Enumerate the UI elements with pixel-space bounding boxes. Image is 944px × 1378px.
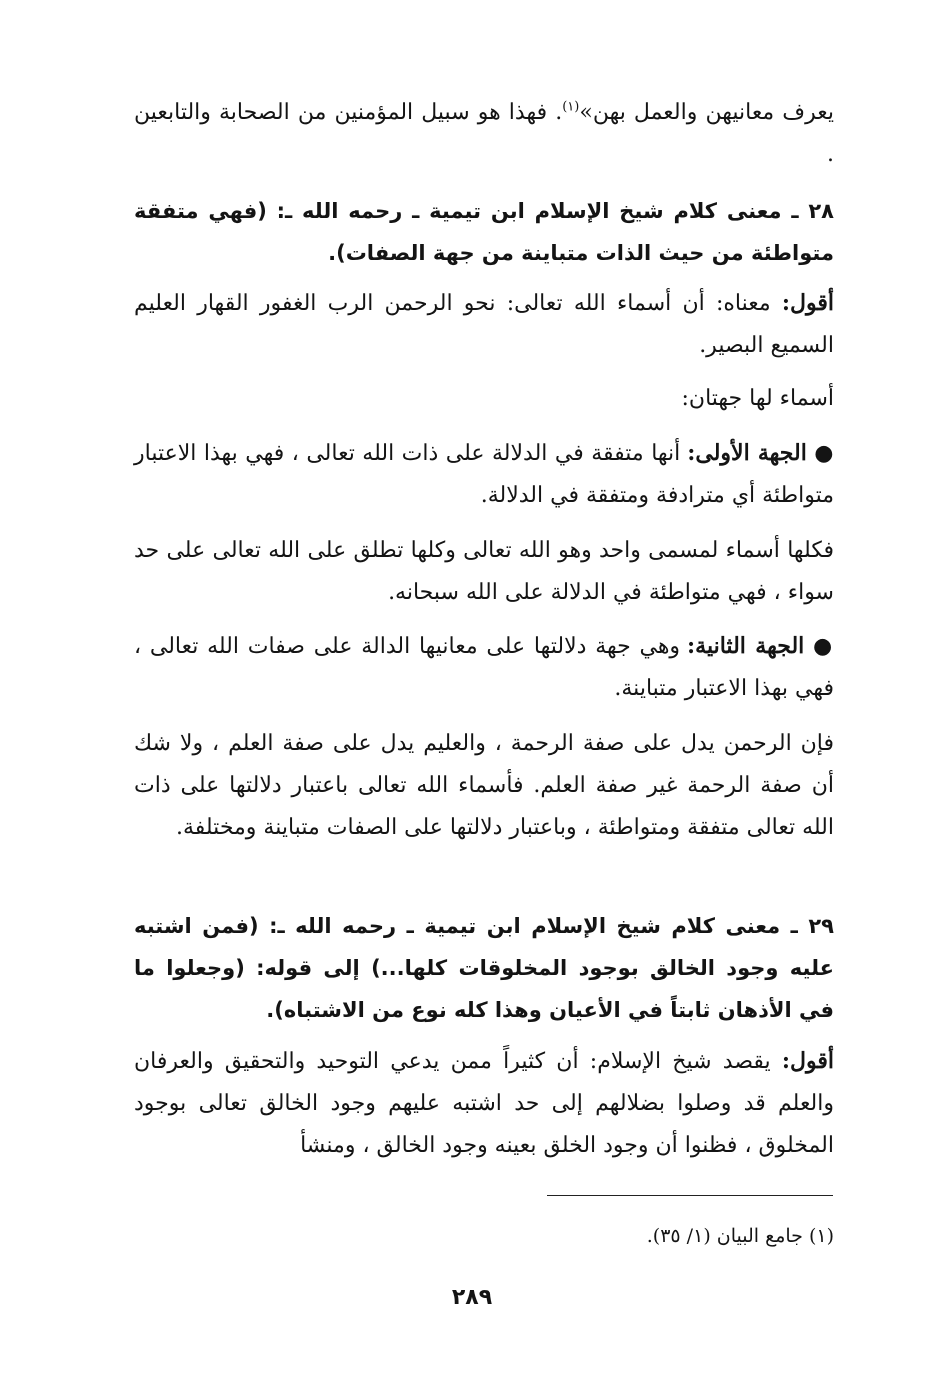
page-number: ٢٨٩ [451,1285,493,1310]
bullet-icon: ● [813,633,834,659]
paragraph-second-aspect [134,625,834,710]
paragraph-aqul-1 [134,282,834,367]
footnote: (١) جامع البيان (١/ ٣٥). [646,1225,834,1247]
second-aspect-label: الجهة الثانية: [687,633,805,659]
intro-paragraph [134,92,834,176]
footnote-marker[interactable]: (١) [562,99,580,115]
paragraph-all-names: فكلها أسماء لمسمى واحد وهو الله تعالى وكلها تطلق على الله تعالى على حد سواء ، فهي متواطئة في الدلالة على الله سبحانه. [134,538,834,605]
paragraph-first-aspect [134,432,834,517]
paragraph-text: يقصد شيخ الإسلام: أن كثيراً ممن يدعي التوحيد والتحقيق والعرفان والعلم قد وصلوا بضلالهم إلى حد اشتبه عليهم وجود الخالق تعالى بوجود المخلوق ، فظنوا أن وجود الخلق بعينه وجود الخالق ، ومنشأ [134,1049,834,1158]
paragraph-text: وهي جهة دلالتها على معانيها الدالة على صفات الله تعالى ، فهي بهذا الاعتبار متباينة. [134,634,834,701]
paragraph-two-aspects: أسماء لها جهتان: [681,386,834,411]
paragraph-rahman-example: فإن الرحمن يدل على صفة الرحمة ، والعليم يدل على صفة العلم ، ولا شك أن صفة الرحمة غير صفة العلم. فأسماء الله تعالى باعتبار دلالتها على ذات الله تعالى متفقة ومتواطئة ، وباعتبار دلالتها على الصفات متباينة ومختلفة. [134,731,834,840]
section-heading-28: ٢٨ ـ معنى كلام شيخ الإسلام ابن تيمية ـ رحمه الله ـ: (فهي متفقة متواطئة من حيث الذات متباينة من جهة الصفات). [134,199,834,265]
paragraph-aqul-2 [134,1040,834,1167]
intro-text-start: يعرف معانيهن والعمل بهن» [579,100,834,125]
intro-text-end: . فهذا هو سبيل المؤمنين من الصحابة والتابعين . [134,100,834,167]
aqul-label: أقول: [781,290,834,316]
footnote-separator [547,1195,833,1196]
aqul-label: أقول: [781,1048,834,1074]
paragraph-text: معناه: أن أسماء الله تعالى: نحو الرحمن الرب الغفور القهار العليم السميع البصير. [134,291,834,358]
section-heading-29: ٢٩ ـ معنى كلام شيخ الإسلام ابن تيمية ـ رحمه الله ـ: (فمن اشتبه عليه وجود الخالق بوجود المخلوقات كلها...) إلى قوله: (وجعلوا ما في الأذهان ثابتاً في الأعيان وهذا كله نوع من الاشتباه). [134,914,834,1022]
paragraph-text: أنها متفقة في الدلالة على ذات الله تعالى ، فهي بهذا الاعتبار متواطئة أي مترادفة ومتفقة في الدلالة. [134,441,834,508]
bullet-icon: ● [814,440,834,466]
first-aspect-label: الجهة الأولى: [687,440,807,466]
